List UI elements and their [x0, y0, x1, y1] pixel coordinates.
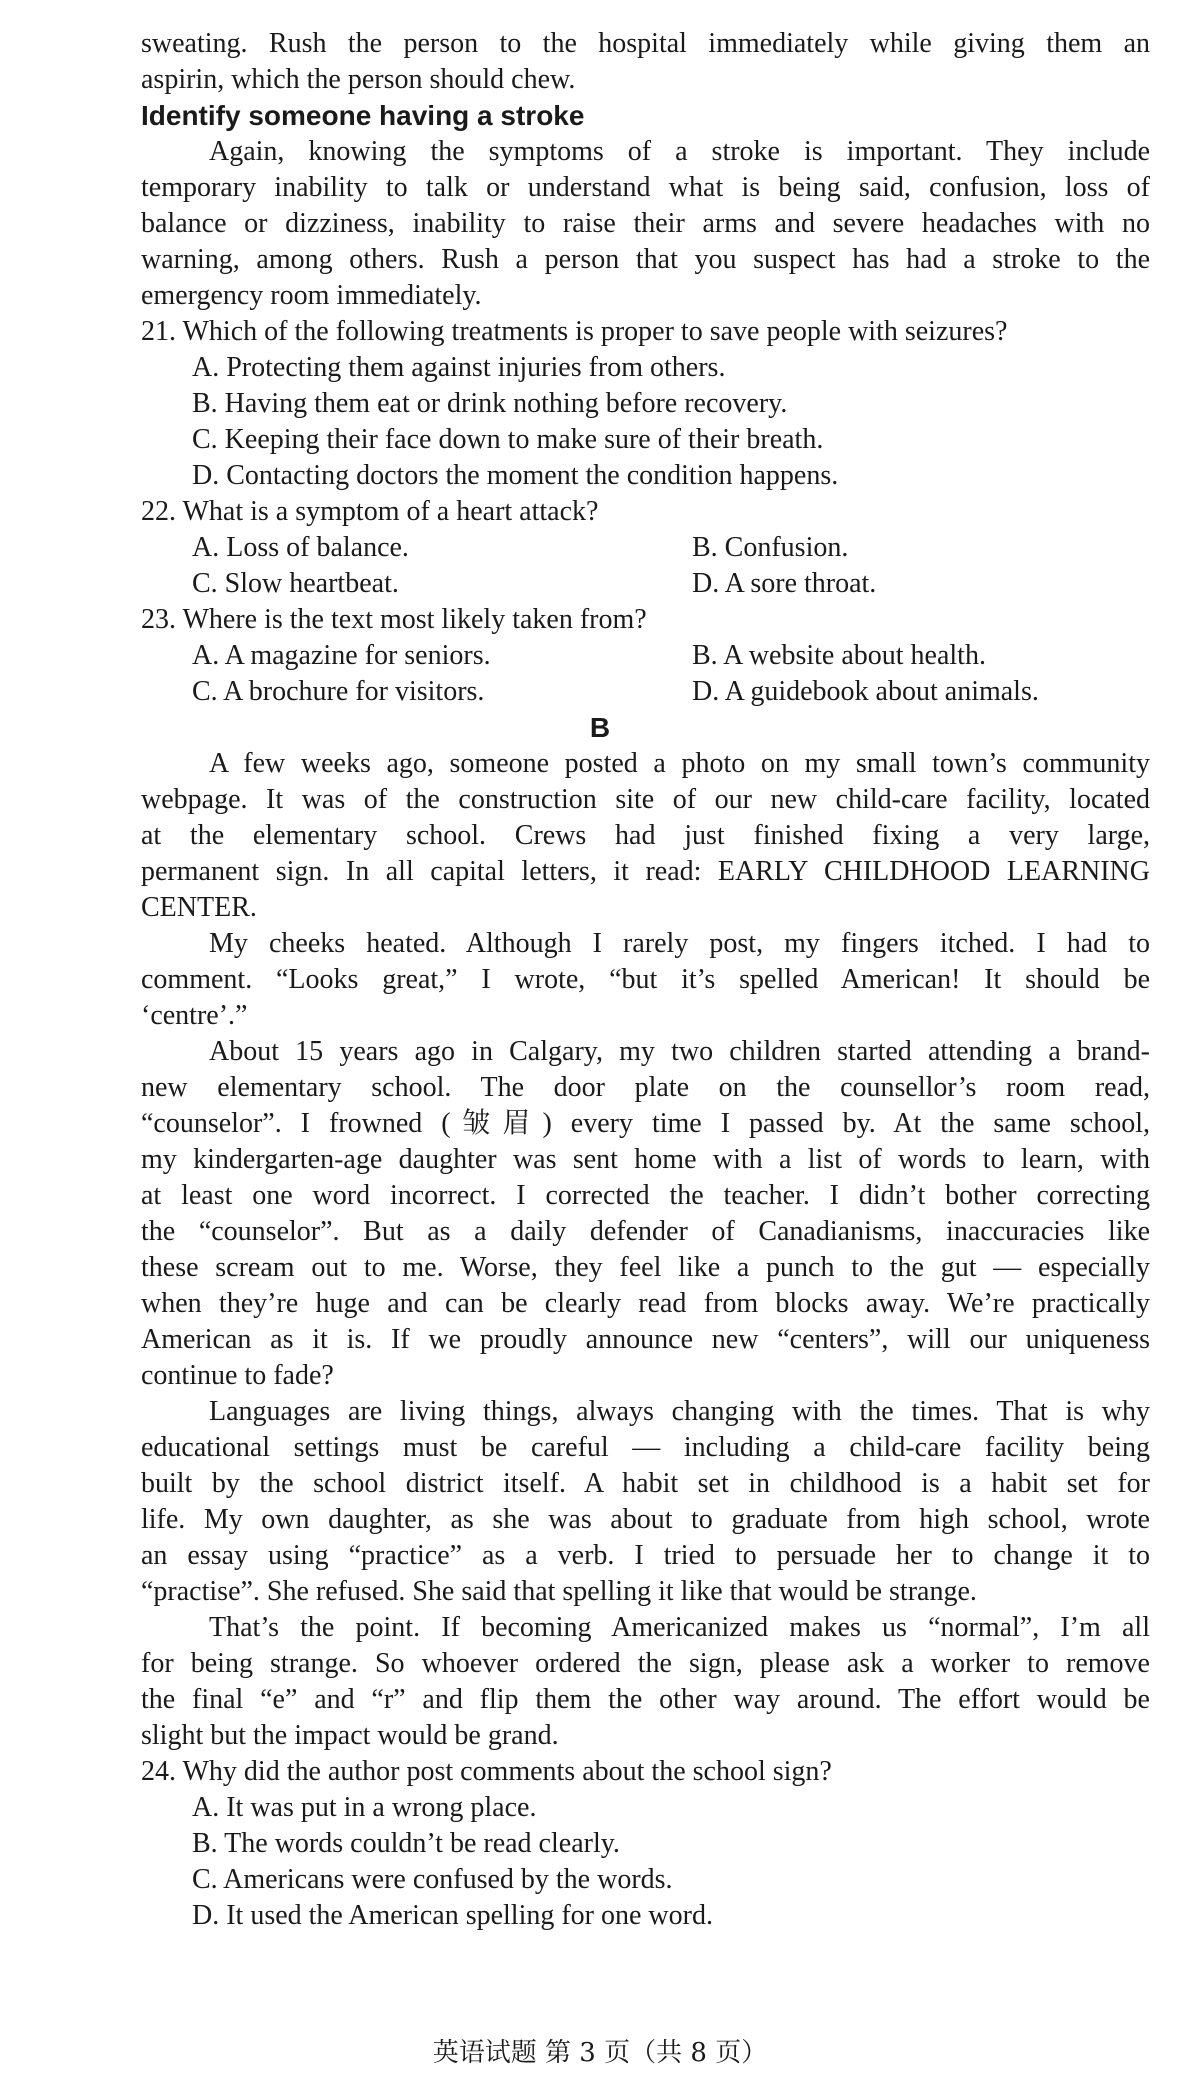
question-21-option-c: C. Keeping their face down to make sure of their breath. — [192, 424, 824, 455]
section-heading: Identify someone having a stroke — [141, 100, 585, 131]
question-23-option-d: D. A guidebook about animals. — [692, 676, 1039, 707]
passage-a-line: Again, knowing the symptoms of a stroke is important. They include — [209, 136, 1150, 167]
passage-b-line: slight but the impact would be grand. — [141, 1720, 559, 1751]
passage-b-line: Languages are living things, always changing with the times. That is why — [209, 1396, 1150, 1427]
passage-b-label: B — [589, 712, 611, 743]
passage-a-line: emergency room immediately. — [141, 280, 482, 311]
question-22-stem: 22. What is a symptom of a heart attack? — [141, 496, 599, 527]
passage-b-line: My cheeks heated. Although I rarely post, my fingers itched. I had to — [209, 928, 1150, 959]
question-23-stem: 23. Where is the text most likely taken from? — [141, 604, 647, 635]
passage-b-line: American as it is. If we proudly announce new “centers”, will our uniqueness — [141, 1324, 1150, 1355]
passage-b-line: “counselor”. I frowned (皱眉) every time I passed by. At the same school, — [141, 1108, 1150, 1139]
passage-b-line: comment. “Looks great,” I wrote, “but it’s spelled American! It should be — [141, 964, 1150, 995]
passage-b-line: A few weeks ago, someone posted a photo on my small town’s community — [209, 748, 1150, 779]
passage-b-line: About 15 years ago in Calgary, my two children started attending a brand- — [209, 1036, 1150, 1067]
passage-b-line: my kindergarten-age daughter was sent home with a list of words to learn, with — [141, 1144, 1150, 1175]
question-23-option-b: B. A website about health. — [692, 640, 986, 671]
question-22-option-a: A. Loss of balance. — [192, 532, 409, 563]
passage-b-line: new elementary school. The door plate on the counsellor’s room read, — [141, 1072, 1150, 1103]
passage-b-line: the final “e” and “r” and flip them the other way around. The effort would be — [141, 1684, 1150, 1715]
question-22-option-c: C. Slow heartbeat. — [192, 568, 399, 599]
passage-a-line: sweating. Rush the person to the hospital immediately while giving them an — [141, 28, 1150, 59]
question-21-option-a: A. Protecting them against injuries from others. — [192, 352, 726, 383]
passage-a-line: aspirin, which the person should chew. — [141, 64, 576, 95]
passage-b-line: permanent sign. In all capital letters, it read: EARLY CHILDHOOD LEARNING — [141, 856, 1150, 887]
page-footer: 英语试题 第 3 页（共 8 页） — [432, 2038, 768, 2068]
passage-b-line: CENTER. — [141, 892, 257, 923]
passage-b-line: for being strange. So whoever ordered the sign, please ask a worker to remove — [141, 1648, 1150, 1679]
passage-b-line: ‘centre’.” — [141, 1000, 248, 1031]
question-24-stem: 24. Why did the author post comments about the school sign? — [141, 1756, 832, 1787]
passage-b-line: an essay using “practice” as a verb. I tried to persuade her to change it to — [141, 1540, 1150, 1571]
passage-b-line: built by the school district itself. A habit set in childhood is a habit set for — [141, 1468, 1150, 1499]
passage-a-line: balance or dizziness, inability to raise their arms and severe headaches with no — [141, 208, 1150, 239]
passage-b-line: these scream out to me. Worse, they feel like a punch to the gut — especially — [141, 1252, 1150, 1283]
passage-b-line: webpage. It was of the construction site of our new child-care facility, located — [141, 784, 1150, 815]
passage-b-line: “practise”. She refused. She said that spelling it like that would be strange. — [141, 1576, 977, 1607]
question-24-option-d: D. It used the American spelling for one word. — [192, 1900, 713, 1931]
passage-b-line: when they’re huge and can be clearly read from blocks away. We’re practically — [141, 1288, 1150, 1319]
question-23-option-c: C. A brochure for visitors. — [192, 676, 485, 707]
passage-b-line: continue to fade? — [141, 1360, 334, 1391]
question-21-option-b: B. Having them eat or drink nothing before recovery. — [192, 388, 788, 419]
passage-b-line: educational settings must be careful — including a child-care facility being — [141, 1432, 1150, 1463]
question-23-option-a: A. A magazine for seniors. — [192, 640, 491, 671]
question-21-stem: 21. Which of the following treatments is proper to save people with seizures? — [141, 316, 1008, 347]
question-24-option-c: C. Americans were confused by the words. — [192, 1864, 673, 1895]
passage-b-line: the “counselor”. But as a daily defender of Canadianisms, inaccuracies like — [141, 1216, 1150, 1247]
passage-b-line: at the elementary school. Crews had just finished fixing a very large, — [141, 820, 1150, 851]
question-24-option-b: B. The words couldn’t be read clearly. — [192, 1828, 620, 1859]
question-24-option-a: A. It was put in a wrong place. — [192, 1792, 537, 1823]
passage-b-line: That’s the point. If becoming Americanized makes us “normal”, I’m all — [209, 1612, 1150, 1643]
question-22-option-d: D. A sore throat. — [692, 568, 877, 599]
question-22-option-b: B. Confusion. — [692, 532, 849, 563]
passage-a-line: temporary inability to talk or understand what is being said, confusion, loss of — [141, 172, 1150, 203]
passage-a-line: warning, among others. Rush a person that you suspect has had a stroke to the — [141, 244, 1150, 275]
passage-b-line: at least one word incorrect. I corrected the teacher. I didn’t bother correcting — [141, 1180, 1150, 1211]
passage-b-line: life. My own daughter, as she was about to graduate from high school, wrote — [141, 1504, 1150, 1535]
question-21-option-d: D. Contacting doctors the moment the condition happens. — [192, 460, 839, 491]
